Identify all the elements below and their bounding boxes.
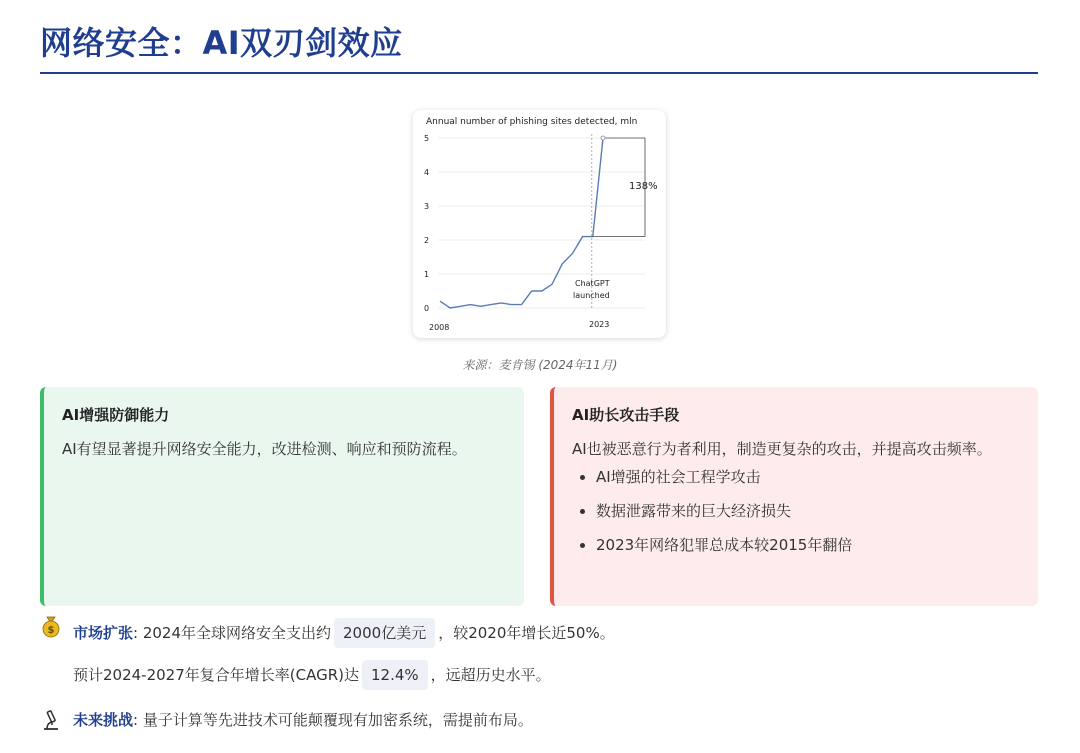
cagr-text-after: ，远超历史水平。: [430, 666, 551, 684]
list-item: • 数据泄露带来的巨大经济损失: [596, 499, 1020, 523]
attack-panel: [550, 387, 1038, 606]
title-divider: [40, 72, 1038, 74]
microscope-icon: [40, 708, 62, 732]
chart-title: Annual number of phishing sites detected, mln: [426, 117, 638, 127]
y-tick-label: 1: [424, 270, 430, 279]
end-point: [601, 136, 605, 140]
market-spend-highlight: 2000亿美元: [334, 618, 435, 648]
attack-heading: AI助长攻击手段: [572, 406, 680, 424]
defense-panel: [40, 387, 524, 606]
phishing-chart: [413, 110, 666, 338]
growth-label: 138%: [629, 181, 658, 192]
money-bag-icon: [40, 614, 62, 638]
page-title: 网络安全：AI双刃剑效应: [40, 24, 403, 62]
y-tick-label: 4: [424, 168, 430, 177]
y-tick-label: 2: [424, 236, 430, 245]
defense-body: AI有望显著提升网络安全能力，改进检测、响应和预防流程。: [62, 440, 467, 458]
market-text-before: : 2024年全球网络安全支出约: [133, 624, 332, 642]
event-label-line2: launched: [573, 291, 610, 300]
phishing-chart-card: [413, 110, 666, 338]
future-text: : 量子计算等先进技术可能颠覆现有加密系统，需提前布局。: [133, 711, 533, 729]
cagr-highlight: 12.4%: [362, 660, 428, 690]
y-tick-label: 5: [424, 134, 430, 143]
chart-source: 来源：麦肯锡 (2024年11月): [462, 358, 618, 372]
future-label: 未来挑战: [73, 711, 134, 729]
defense-heading: AI增强防御能力: [62, 406, 170, 424]
attack-body: AI也被恶意行为者利用，制造更复杂的攻击，并提高攻击频率。: [572, 440, 992, 458]
x-label-end: 2023: [589, 320, 610, 329]
list-item: • 2023年网络犯罪总成本较2015年翻倍: [596, 533, 1020, 557]
market-label: 市场扩张: [73, 624, 134, 642]
y-tick-label: 0: [424, 304, 430, 313]
list-item: • AI增强的社会工程学攻击: [596, 465, 1020, 489]
event-label-line1: ChatGPT: [575, 279, 610, 288]
svg-text:$: $: [47, 625, 55, 636]
cagr-text-before: 预计2024-2027年复合年增长率(CAGR)达: [73, 666, 359, 684]
attack-bullet-list: [572, 465, 1020, 557]
market-text-after: ，较2020年增长近50%。: [438, 624, 615, 642]
y-tick-label: 3: [424, 202, 430, 211]
x-label-start: 2008: [429, 323, 450, 332]
